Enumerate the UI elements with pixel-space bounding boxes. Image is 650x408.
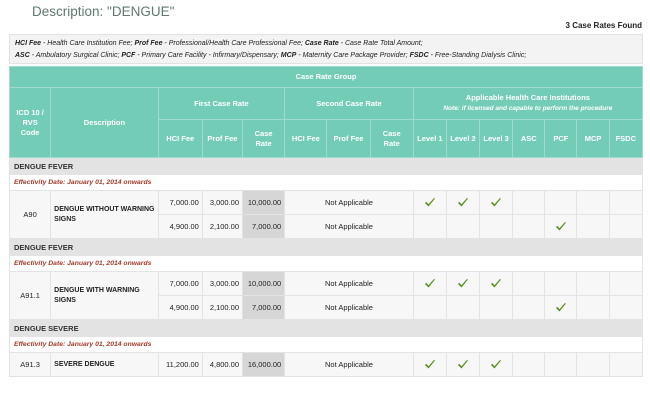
- level-2-header: Level 2: [446, 120, 479, 158]
- prof-fee: 2,100.00: [202, 215, 242, 239]
- institution-cell-level-2: [446, 272, 479, 296]
- institution-cell-pcf: [545, 272, 577, 296]
- second-case-rate: Not Applicable: [285, 296, 414, 320]
- results-count: 3 Case Rates Found: [565, 21, 642, 30]
- institution-cell-fsdc: [609, 272, 642, 296]
- institution-cell-asc: [513, 215, 545, 239]
- institution-cell-pcf: [545, 191, 577, 215]
- checkmark-icon: [424, 278, 436, 289]
- legend-definition: - Case Rate Total Amount;: [338, 40, 423, 47]
- group-name: DENGUE FEVER: [10, 239, 643, 256]
- hci-fee: 4,900.00: [158, 296, 202, 320]
- hci-fee: 4,900.00: [158, 215, 202, 239]
- institution-cell-level-2: [446, 191, 479, 215]
- second-case-rate-header: Second Case Rate: [285, 88, 414, 120]
- case-description: DENGUE WITH WARNING SIGNS: [51, 272, 158, 320]
- case-rate: 16,000.00: [243, 353, 285, 377]
- case-rate: 7,000.00: [243, 215, 285, 239]
- effectivity-row: [10, 337, 643, 353]
- legend-term: HCI Fee: [15, 40, 42, 47]
- case-rate: 10,000.00: [243, 191, 285, 215]
- first-hci-fee-header: HCI Fee: [158, 120, 202, 158]
- checkmark-icon: [490, 359, 502, 370]
- checkmark-icon: [555, 302, 567, 313]
- icd-code: A91.1: [10, 272, 51, 320]
- legend-definition: - Maternity Care Package Provider;: [296, 51, 410, 59]
- institution-cell-level-1: [413, 191, 446, 215]
- mcp-header: MCP: [577, 120, 609, 158]
- effectivity-date: Effectivity Date: January 01, 2014 onwards: [10, 175, 643, 191]
- pcf-header: PCF: [545, 120, 577, 158]
- institution-cell-pcf: [545, 215, 577, 239]
- legend-definition: - Health Care Institution Fee;: [41, 40, 135, 47]
- group-name: DENGUE FEVER: [10, 158, 643, 175]
- institution-cell-mcp: [577, 272, 609, 296]
- second-prof-fee-header: Prof Fee: [327, 120, 370, 158]
- legend-term: Prof Fee: [134, 40, 163, 47]
- legend-definition: - Primary Care Facility - Infirmary/Dispensary;: [135, 51, 281, 59]
- icd-code: A90: [10, 191, 51, 239]
- prof-fee: 3,000.00: [202, 272, 242, 296]
- first-case-rate-col-header: Case Rate: [243, 120, 285, 158]
- institutions-note: Note: if licensed and capable to perform the procedure: [443, 105, 613, 112]
- legend-line-2: [15, 50, 637, 62]
- institution-cell-asc: [513, 272, 545, 296]
- level-3-header: Level 3: [480, 120, 513, 158]
- case-rate: 7,000.00: [243, 296, 285, 320]
- legend-term: MCP: [280, 51, 297, 59]
- case-rate-group-header: Case Rate Group: [10, 67, 643, 88]
- checkmark-icon: [555, 221, 567, 232]
- hci-fee: 11,200.00: [158, 353, 202, 377]
- icd-code: A91.3: [10, 353, 51, 377]
- effectivity-row: [10, 256, 643, 272]
- case-rates-table: [9, 66, 643, 377]
- checkmark-icon: [457, 359, 469, 370]
- prof-fee: 2,100.00: [202, 296, 242, 320]
- institution-cell-fsdc: [609, 215, 642, 239]
- second-case-rate: Not Applicable: [285, 215, 414, 239]
- second-hci-fee-header: HCI Fee: [285, 120, 327, 158]
- institution-cell-asc: [513, 353, 545, 377]
- institution-cell-mcp: [577, 296, 609, 320]
- asc-header: ASC: [513, 120, 545, 158]
- case-rate: 10,000.00: [243, 272, 285, 296]
- institutions-label: Applicable Health Care Institutions: [465, 93, 590, 102]
- institution-cell-level-2: [446, 296, 479, 320]
- group-row: [10, 320, 643, 337]
- institution-cell-level-2: [446, 215, 479, 239]
- fsdc-header: FSDC: [609, 120, 642, 158]
- institution-cell-level-2: [446, 353, 479, 377]
- case-description: SEVERE DENGUE: [51, 353, 158, 377]
- legend-term: ASC: [15, 51, 30, 59]
- institution-cell-level-1: [413, 272, 446, 296]
- checkmark-icon: [490, 197, 502, 208]
- legend-box: [9, 34, 643, 64]
- description-header: Description: [51, 88, 158, 158]
- institution-cell-mcp: [577, 191, 609, 215]
- institution-cell-fsdc: [609, 296, 642, 320]
- institution-cell-level-3: [480, 191, 513, 215]
- code-header: ICD 10 / RVS Code: [10, 88, 51, 158]
- prof-fee: 3,000.00: [202, 191, 242, 215]
- effectivity-date: Effectivity Date: January 01, 2014 onwards: [10, 256, 643, 272]
- institution-cell-pcf: [545, 296, 577, 320]
- institution-cell-level-1: [413, 353, 446, 377]
- institution-cell-level-3: [480, 296, 513, 320]
- first-prof-fee-header: Prof Fee: [202, 120, 242, 158]
- institution-cell-level-1: [413, 296, 446, 320]
- hci-fee: 7,000.00: [158, 272, 202, 296]
- rates-body: [10, 158, 643, 377]
- legend-definition: - Free-Standing Dialysis Clinic;: [428, 51, 527, 59]
- legend-definition: - Ambulatory Surgical Clinic;: [29, 51, 122, 59]
- checkmark-icon: [424, 197, 436, 208]
- second-case-rate: Not Applicable: [285, 272, 414, 296]
- effectivity-row: [10, 175, 643, 191]
- institution-cell-asc: [513, 296, 545, 320]
- checkmark-icon: [424, 359, 436, 370]
- institution-cell-level-3: [480, 272, 513, 296]
- case-description: DENGUE WITHOUT WARNING SIGNS: [51, 191, 158, 239]
- group-name: DENGUE SEVERE: [10, 320, 643, 337]
- institution-cell-level-3: [480, 353, 513, 377]
- institution-cell-mcp: [577, 215, 609, 239]
- prof-fee: 4,800.00: [202, 353, 242, 377]
- group-row: [10, 239, 643, 256]
- institution-cell-pcf: [545, 353, 577, 377]
- second-case-rate-col-header: Case Rate: [370, 120, 413, 158]
- first-case-rate-header: First Case Rate: [158, 88, 285, 120]
- checkmark-icon: [457, 278, 469, 289]
- effectivity-date: Effectivity Date: January 01, 2014 onwards: [10, 337, 643, 353]
- legend-term: FSDC: [409, 51, 429, 59]
- level-1-header: Level 1: [413, 120, 446, 158]
- institution-cell-level-1: [413, 215, 446, 239]
- institution-cell-fsdc: [609, 191, 642, 215]
- second-case-rate: Not Applicable: [285, 191, 414, 215]
- legend-term: Case Rate: [304, 40, 339, 47]
- institution-cell-mcp: [577, 353, 609, 377]
- group-row: [10, 158, 643, 175]
- second-case-rate: Not Applicable: [285, 353, 414, 377]
- institutions-header: [413, 88, 642, 120]
- legend-term: PCF: [121, 51, 136, 59]
- checkmark-icon: [457, 197, 469, 208]
- institution-cell-asc: [513, 191, 545, 215]
- hci-fee: 7,000.00: [158, 191, 202, 215]
- institution-cell-fsdc: [609, 353, 642, 377]
- checkmark-icon: [490, 278, 502, 289]
- institution-cell-level-3: [480, 215, 513, 239]
- legend-definition: - Professional/Health Care Professional Fee;: [162, 40, 305, 47]
- table-row: [10, 191, 643, 215]
- page-title: Description: "DENGUE": [32, 4, 175, 19]
- table-row: [10, 272, 643, 296]
- table-row: [10, 353, 643, 377]
- legend-line-1: [15, 38, 637, 50]
